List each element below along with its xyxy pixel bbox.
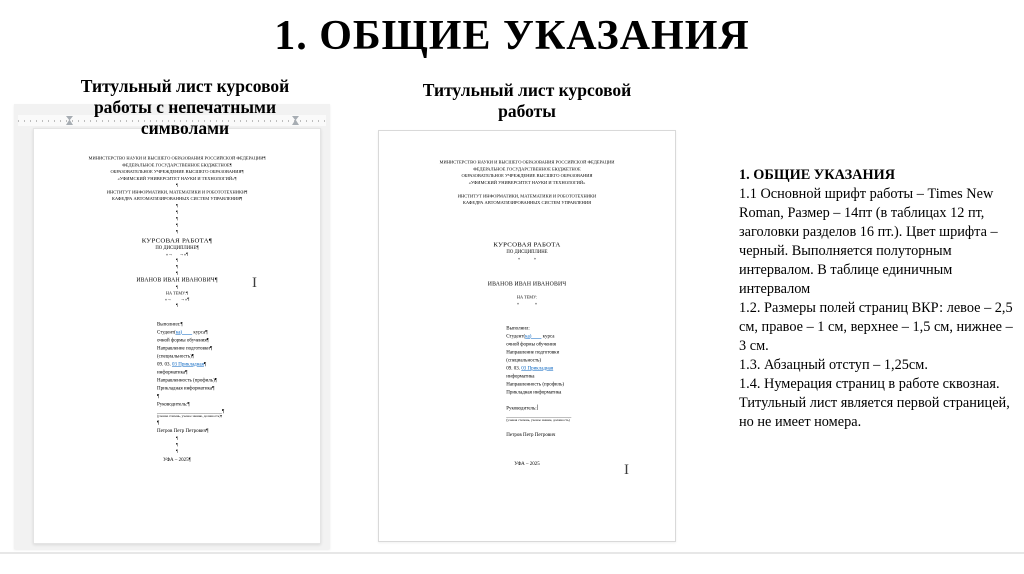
supervisor-name: Петров Петр Петрович bbox=[506, 431, 556, 438]
doc-quote-line: «→ →»¶ bbox=[164, 296, 190, 302]
doc-line: КАФЕДРА АВТОМАТИЗИРОВАННЫХ СИСТЕМ УПРАВЛЕНИЯ bbox=[462, 200, 592, 205]
pilcrow-icon: ¶ bbox=[234, 175, 237, 181]
doc-line-blank bbox=[506, 423, 675, 431]
pilcrow-icon: ¶ bbox=[191, 353, 195, 359]
doc-line: 09. 03. 03 Прикладная bbox=[506, 365, 554, 371]
pilcrow-icon: ¶ bbox=[175, 441, 179, 447]
doc-theme-label: НА ТЕМУ: bbox=[516, 294, 538, 300]
doc-work-title: КУРСОВАЯ РАБОТА¶ bbox=[141, 236, 213, 244]
pilcrow-icon: ¶ bbox=[263, 155, 266, 161]
doc-line: Прикладная информатика¶ bbox=[156, 385, 215, 391]
doc-line: информатика bbox=[506, 373, 535, 379]
pilcrow-icon: ¶ bbox=[208, 236, 213, 244]
document-page-marked bbox=[33, 128, 321, 544]
pilcrow-icon: ¶ bbox=[205, 329, 208, 335]
doc-line: ОБРАЗОВАТЕЛЬНОЕ УЧРЕЖДЕНИЕ ВЫСШЕГО ОБРАЗОВАНИЯ¶ bbox=[110, 169, 244, 174]
slide-edge-divider bbox=[0, 552, 1024, 554]
doc-line: ФЕДЕРАЛЬНОЕ ГОСУДАРСТВЕННОЕ БЮДЖЕТНОЕ bbox=[473, 166, 581, 172]
doc-line-blank bbox=[34, 182, 320, 189]
signature-line: __________________________¶ bbox=[156, 408, 225, 414]
pilcrow-icon: ¶ bbox=[175, 302, 179, 308]
doc-line: Студент(ка)____ курса¶ bbox=[156, 329, 208, 335]
doc-line-blank bbox=[34, 228, 320, 235]
instructions-heading: 1. ОБЩИЕ УКАЗАНИЯ bbox=[739, 167, 896, 183]
doc-line: КАФЕДРА АВТОМАТИЗИРОВАННЫХ СИСТЕМ УПРАВЛЕНИЯ¶ bbox=[111, 196, 243, 201]
pilcrow-icon: ¶ bbox=[175, 228, 179, 234]
heading-line: работы bbox=[498, 101, 556, 121]
doc-line: Направленность (профиль)¶ bbox=[156, 377, 218, 383]
doc-line: Прикладная информатика bbox=[506, 389, 562, 395]
student-link[interactable]: ка)____ bbox=[525, 333, 542, 339]
instruction-paragraph: 1.1 Основной шрифт работы – Times New Roman, Размер – 14пт (в таблицах 12 пт, заголовки разделов 16 пт.). Цвет шрифта – черный. Выполняется полуторным интервалом. В таблице единичным интервалом bbox=[739, 186, 998, 297]
heading-line: символами bbox=[140, 118, 230, 138]
page-title: 1. ОБЩИЕ УКАЗАНИЯ bbox=[274, 13, 750, 59]
doc-line: ИНСТИТУТ ИНФОРМАТИКИ, МАТЕМАТИКИ И РОБОТОТЕХНИКИ bbox=[457, 193, 597, 199]
pilcrow-icon: ¶ bbox=[185, 369, 188, 375]
signature-caption: (ученая степень, ученое звание, должность) bbox=[506, 418, 570, 422]
doc-author: ИВАНОВ ИВАН ИВАНОВИЧ¶ bbox=[136, 276, 218, 283]
pilcrow-icon: ¶ bbox=[187, 296, 190, 302]
pilcrow-icon: ¶ bbox=[180, 321, 183, 327]
instruction-paragraph: 1.2. Размеры полей страниц ВКР: левое – 2,5 см, правое – 1 см, верхнее – 1,5 см, нижнее – 3 см. bbox=[739, 300, 1013, 354]
doc-line-blank bbox=[379, 306, 675, 313]
pilcrow-icon: ¶ bbox=[186, 251, 189, 257]
heading-line: работы с непечатными bbox=[93, 97, 277, 117]
doc-line-blank bbox=[34, 302, 320, 309]
pilcrow-icon: ¶ bbox=[188, 456, 191, 463]
left-column-heading bbox=[40, 76, 330, 139]
instruction-paragraph: 1.3. Абзацный отступ – 1,25см. bbox=[739, 357, 928, 373]
doc-line-blank bbox=[379, 452, 675, 459]
signature-line: __________________________ bbox=[506, 412, 572, 418]
doc-line-blank bbox=[506, 396, 675, 404]
doc-line: МИНИСТЕРСТВО НАУКИ И ВЫСШЕГО ОБРАЗОВАНИЯ РОССИЙСКОЙ ФЕДЕРАЦИИ bbox=[439, 159, 615, 165]
specialty-link[interactable]: 03 Прикладная bbox=[171, 361, 204, 367]
pilcrow-icon: ¶ bbox=[240, 196, 243, 201]
document-page-clean bbox=[378, 130, 676, 542]
doc-line: (специальность)¶ bbox=[156, 353, 195, 359]
doc-line: ОБРАЗОВАТЕЛЬНОЕ УЧРЕЖДЕНИЕ ВЫСШЕГО ОБРАЗОВАНИЯ bbox=[461, 173, 593, 178]
specialty-link[interactable]: 03 Прикладная bbox=[521, 365, 554, 371]
doc-line: ИНСТИТУТ ИНФОРМАТИКИ, МАТЕМАТИКИ И РОБОТОТЕХНИКИ¶ bbox=[106, 189, 248, 195]
doc-line: ФЕДЕРАЛЬНОЕ ГОСУДАРСТВЕННОЕ БЮДЖЕТНОЕ¶ bbox=[122, 162, 232, 168]
pilcrow-icon: ¶ bbox=[175, 182, 179, 188]
doc-line: информатика¶ bbox=[156, 369, 188, 375]
doc-line-blank bbox=[157, 419, 320, 427]
pilcrow-icon: ¶ bbox=[156, 419, 160, 426]
supervisor-name: Петров Петр Петрович¶ bbox=[156, 427, 209, 434]
doc-quote-line: « » bbox=[518, 255, 536, 261]
doc-line-blank bbox=[379, 186, 675, 193]
word-editor-panel bbox=[14, 104, 330, 549]
pilcrow-icon: ¶ bbox=[209, 345, 213, 351]
text-cursor-icon: I bbox=[624, 462, 629, 478]
text-cursor-icon: I bbox=[252, 275, 257, 291]
doc-line: МИНИСТЕРСТВО НАУКИ И ВЫСШЕГО ОБРАЗОВАНИЯ РОССИЙСКОЙ ФЕДЕРАЦИИ¶ bbox=[88, 155, 266, 161]
doc-line: «УФИМСКИЙ УНИВЕРСИТЕТ НАУКИ И ТЕХНОЛОГИЙ»¶ bbox=[117, 175, 237, 181]
doc-details-block bbox=[506, 324, 675, 439]
pilcrow-icon: ¶ bbox=[186, 290, 189, 296]
pilcrow-icon: ¶ bbox=[221, 408, 225, 414]
doc-city-year: УФА – 2025¶ bbox=[163, 456, 191, 463]
pilcrow-icon: ¶ bbox=[229, 162, 232, 168]
pilcrow-icon: ¶ bbox=[187, 401, 190, 407]
doc-line: Направление подготовки bbox=[506, 349, 560, 355]
pilcrow-icon: ¶ bbox=[175, 215, 179, 221]
heading-line: Титульный лист курсовой bbox=[422, 80, 632, 100]
pilcrow-icon: ¶ bbox=[175, 202, 179, 208]
instructions-block bbox=[739, 166, 1015, 432]
doc-line: Направление подготовки¶ bbox=[156, 345, 213, 351]
doc-line-blank bbox=[379, 232, 675, 239]
doc-line: «УФИМСКИЙ УНИВЕРСИТЕТ НАУКИ И ТЕХНОЛОГИЙ» bbox=[468, 179, 586, 185]
pilcrow-icon: ¶ bbox=[212, 385, 215, 391]
doc-line-blank bbox=[34, 448, 320, 455]
doc-work-subtitle: ПО ДИСЦИПЛИНЕ¶ bbox=[155, 245, 199, 251]
pilcrow-icon: ¶ bbox=[214, 276, 218, 283]
doc-author: ИВАНОВ ИВАН ИВАНОВИЧ bbox=[487, 280, 567, 287]
pilcrow-icon: ¶ bbox=[175, 448, 179, 454]
student-link[interactable]: ка)____ bbox=[175, 329, 193, 335]
doc-line: Выполнил:¶ bbox=[156, 321, 183, 327]
doc-supervisor-label: Руководитель:¶ bbox=[156, 401, 190, 407]
pilcrow-icon: ¶ bbox=[175, 270, 179, 276]
pilcrow-icon: ¶ bbox=[214, 377, 218, 383]
pilcrow-icon: ¶ bbox=[245, 189, 248, 195]
doc-line: Выполнил: bbox=[506, 325, 530, 331]
doc-line: (специальность) bbox=[506, 357, 542, 363]
doc-work-title: КУРСОВАЯ РАБОТА bbox=[493, 240, 561, 248]
doc-theme-label: НА ТЕМУ:¶ bbox=[165, 290, 189, 296]
doc-line: Направленность (профиль) bbox=[506, 381, 565, 387]
doc-line: очной формы обучения bbox=[506, 341, 556, 347]
right-column-heading bbox=[382, 80, 672, 122]
text-caret bbox=[537, 404, 538, 410]
doc-work-subtitle: ПО ДИСЦИПЛИНЕ bbox=[506, 249, 548, 255]
doc-city-year: УФА – 2025 bbox=[514, 460, 540, 467]
doc-line: Студент(ка)____ курса bbox=[506, 333, 555, 339]
signature-caption: (ученая степень, ученое звание, должность)¶ bbox=[156, 414, 223, 418]
pilcrow-icon: ¶ bbox=[196, 245, 199, 251]
doc-line: 09. 03. 03 Прикладная¶ bbox=[156, 361, 207, 367]
pilcrow-icon: ¶ bbox=[175, 435, 179, 441]
heading-line: Титульный лист курсовой bbox=[80, 76, 290, 96]
pilcrow-icon: ¶ bbox=[241, 169, 244, 174]
doc-quote-line: «→ →»¶ bbox=[165, 251, 189, 257]
pilcrow-icon: ¶ bbox=[175, 209, 179, 215]
doc-line: очной формы обучения¶ bbox=[156, 337, 209, 343]
pilcrow-icon: ¶ bbox=[175, 222, 179, 228]
doc-line-blank bbox=[157, 392, 320, 400]
pilcrow-icon: ¶ bbox=[175, 263, 179, 269]
instruction-paragraph: 1.4. Нумерация страниц в работе сквозная. Титульный лист является первой страницей, но не имеет номера. bbox=[739, 376, 1010, 430]
pilcrow-icon: ¶ bbox=[206, 337, 209, 343]
pilcrow-icon: ¶ bbox=[206, 427, 209, 434]
pilcrow-icon: ¶ bbox=[220, 414, 223, 418]
doc-details-block bbox=[157, 320, 320, 435]
doc-quote-line: « » bbox=[516, 300, 538, 306]
pilcrow-icon: ¶ bbox=[175, 257, 179, 263]
pilcrow-icon: ¶ bbox=[203, 361, 207, 367]
pilcrow-icon: ¶ bbox=[175, 284, 179, 290]
doc-supervisor-label: Руководитель: bbox=[506, 405, 537, 411]
pilcrow-icon: ¶ bbox=[156, 393, 160, 399]
